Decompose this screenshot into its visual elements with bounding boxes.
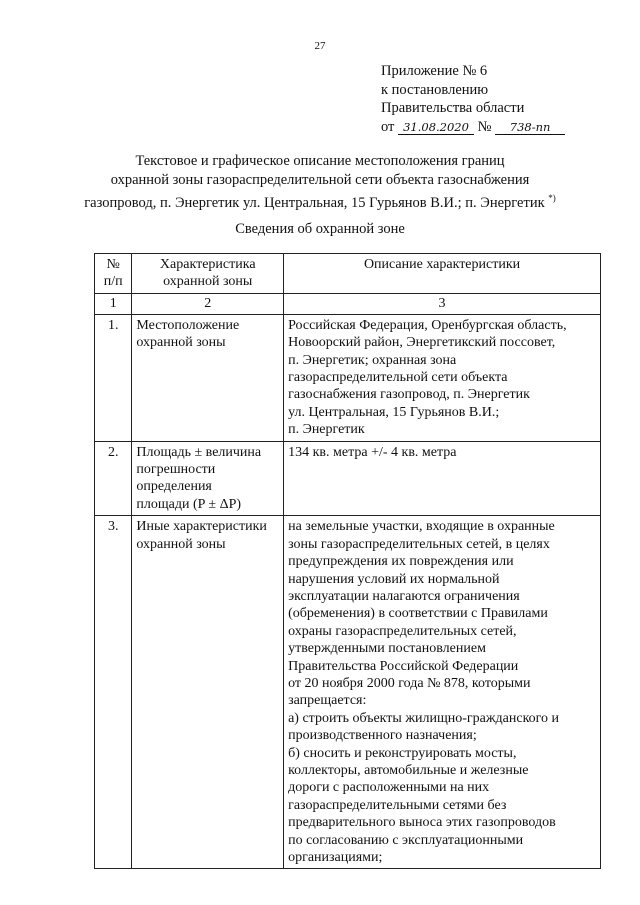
column-number: 3: [284, 293, 601, 314]
table-row: [95, 441, 601, 516]
row-characteristic: [132, 516, 284, 869]
description-line: охраны газораспределительных сетей,: [288, 623, 517, 639]
description-line: п. Энергетик; охранная зона: [288, 352, 457, 368]
table-body: [95, 314, 601, 869]
row-description: [284, 516, 601, 869]
description-line: нарушения условий их нормальной: [288, 571, 500, 587]
description-line: производственного назначения;: [288, 728, 477, 744]
description-line: Российская Федерация, Оренбургская область,: [288, 317, 567, 333]
description-line: газоснабжения газопровод, п. Энергетик: [288, 387, 530, 403]
title-line-3: [0, 189, 640, 212]
description-line: 134 кв. метра +/- 4 кв. метра: [288, 444, 457, 460]
characteristic-line: определения: [136, 479, 212, 495]
row-description: [284, 441, 601, 516]
appendix-line-government: Правительства области: [381, 100, 525, 116]
handwritten-date: 31.08.2020: [398, 120, 474, 135]
description-line: предупреждения их повреждения или: [288, 554, 514, 570]
description-line: дороги с расположенными на них: [288, 780, 490, 796]
table-row: [95, 314, 601, 441]
header-characteristic: Характеристика охранной зоны: [132, 254, 284, 294]
from-label: от: [381, 118, 395, 135]
table-row: [95, 516, 601, 869]
description-line: ул. Центральная, 15 Гурьянов В.И.;: [288, 404, 500, 420]
description-line: предварительного выноса этих газопроводов: [288, 815, 556, 831]
characteristic-line: Иные характеристики: [136, 519, 267, 535]
page-number: 27: [314, 40, 326, 52]
document-title: [0, 152, 640, 212]
description-line: газораспределительной сети объекта: [288, 370, 508, 386]
column-number: 1: [95, 293, 132, 314]
description-line: от 20 ноября 2000 года № 878, которыми: [288, 675, 531, 691]
number-label: №: [477, 118, 492, 135]
description-line: утвержденными постановлением: [288, 641, 486, 657]
characteristic-line: Площадь ± величина: [136, 444, 262, 460]
description-line: эксплуатации налагаются ограничения: [288, 588, 520, 604]
row-description: [284, 314, 601, 441]
title-line-1: Текстовое и графическое описание местоположения границ: [135, 153, 505, 169]
characteristic-line: Местоположение: [136, 317, 240, 333]
appendix-title: Приложение № 6: [381, 63, 488, 79]
description-line: Правительства Российской Федерации: [288, 658, 519, 674]
characteristic-line: погрешности: [136, 462, 216, 478]
characteristic-line: площади (P ± ΔP): [136, 496, 242, 512]
column-number: 2: [132, 293, 284, 314]
appendix-date-row: [381, 118, 565, 137]
row-characteristic: [132, 314, 284, 441]
title-line-2: охранной зоны газораспределительной сети объекта газоснабжения: [110, 171, 530, 188]
description-line: п. Энергетик: [288, 422, 365, 438]
header-description: Описание характеристики: [284, 254, 601, 294]
row-characteristic: [132, 441, 284, 516]
description-line: зоны газораспределительных сетей, в целях: [288, 536, 550, 552]
handwritten-number: 738-пп: [495, 120, 565, 135]
description-line: б) сносить и реконструировать мосты,: [288, 745, 517, 761]
description-line: запрещается:: [288, 693, 367, 709]
characteristic-line: охранной зоны: [136, 536, 226, 552]
section-title: Сведения об охранной зоне: [235, 221, 405, 237]
characteristic-line: охранной зоны: [136, 335, 226, 351]
row-number: 1.: [95, 314, 132, 441]
footnote-mark: *): [548, 193, 556, 203]
title-line-3-text: газопровод, п. Энергетик ул. Центральная, 15 Гурьянов В.И.; п. Энергетик: [84, 194, 545, 211]
appendix-block: [381, 62, 565, 136]
table-header-row: [95, 254, 601, 294]
header-number: № п/п: [95, 254, 132, 294]
appendix-line-resolution: к постановлению: [381, 81, 489, 98]
description-line: (обременения) в соответствии с Правилами: [288, 606, 548, 622]
description-line: газораспределительными сетями без: [288, 797, 507, 813]
description-line: по согласованию с эксплуатационными: [288, 832, 524, 848]
row-number: 3.: [95, 516, 132, 869]
zone-info-table: [94, 253, 601, 869]
description-line: на земельные участки, входящие в охранные: [288, 519, 555, 535]
column-number-row: [95, 293, 601, 314]
description-line: а) строить объекты жилищно-гражданского и: [288, 710, 560, 726]
description-line: Новоорский район, Энергетикский поссовет,: [288, 335, 556, 351]
row-number: 2.: [95, 441, 132, 516]
description-line: организациями;: [288, 850, 383, 865]
description-line: коллекторы, автомобильные и железные: [288, 762, 529, 778]
